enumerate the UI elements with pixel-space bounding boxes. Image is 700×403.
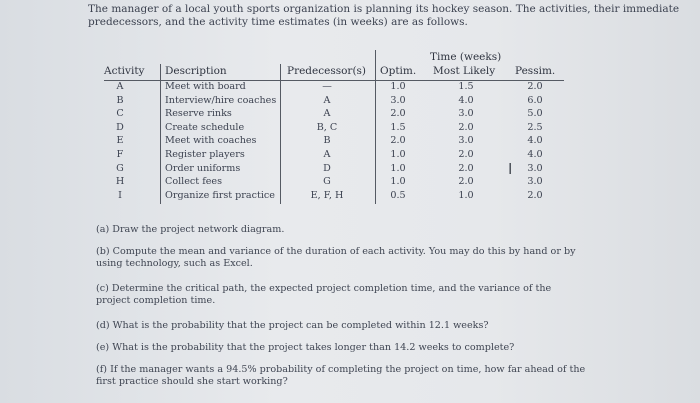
cell-predecessors: A: [323, 94, 331, 106]
header-most-likely: Most Likely: [433, 65, 496, 77]
cell-most-likely: 4.0: [458, 94, 474, 106]
cell-activity: F: [116, 149, 124, 160]
cell-predecessors: A: [323, 108, 331, 120]
cell-activity: H: [115, 176, 125, 188]
cell-most-likely: 1.5: [458, 81, 474, 92]
cell-description: Order uniforms: [165, 162, 241, 174]
header-description: Description: [165, 65, 227, 77]
cell-description: Register players: [165, 149, 245, 160]
cell-activity: G: [116, 162, 124, 174]
cell-predecessors: D: [323, 162, 331, 174]
cell-description: Meet with board: [165, 81, 246, 92]
text-cursor-icon: I: [508, 160, 513, 178]
header-optimistic: Optim.: [380, 65, 417, 77]
cell-description: Organize first practice: [165, 189, 275, 201]
cell-optimistic: 1.0: [390, 149, 406, 160]
question-f: (f) If the manager wants a 94.5% probability of completing the project on time, how far ahead of the first practice should she start working?: [96, 364, 586, 387]
cell-predecessors: —: [322, 81, 332, 92]
cell-description: Reserve rinks: [165, 108, 232, 120]
cell-pessimistic: 2.5: [527, 121, 543, 133]
cell-pessimistic: 4.0: [527, 149, 543, 160]
cell-pessimistic: 2.0: [527, 189, 543, 201]
cell-most-likely: 3.0: [458, 108, 474, 120]
cell-optimistic: 1.5: [390, 121, 406, 133]
cell-predecessors: A: [323, 149, 331, 160]
intro-paragraph: The manager of a local youth sports organization is planning its hockey season. The activities, their immediate predecessors, and the activity time estimates (in weeks) are as follows.: [88, 3, 680, 28]
time-group-header: Time (weeks): [430, 51, 502, 63]
cell-description: Create schedule: [165, 121, 245, 133]
question-b: (b) Compute the mean and variance of the duration of each activity. You may do this by hand or by using technology, such as Excel.: [96, 246, 576, 269]
cell-most-likely: 2.0: [458, 176, 474, 188]
cell-pessimistic: 3.0: [527, 176, 543, 188]
question-a: (a) Draw the project network diagram.: [96, 224, 285, 235]
header-activity: Activity: [104, 65, 145, 77]
header-predecessors: Predecessor(s): [287, 65, 367, 77]
cell-activity: A: [116, 81, 124, 92]
header-pessimistic: Pessim.: [515, 65, 556, 77]
cell-description: Interview/hire coaches: [165, 94, 277, 106]
cell-activity: D: [116, 121, 124, 133]
cell-most-likely: 2.0: [458, 162, 474, 174]
question-e: (e) What is the probability that the project takes longer than 14.2 weeks to complete?: [96, 342, 515, 353]
cell-optimistic: 1.0: [390, 162, 406, 174]
cell-optimistic: 3.0: [390, 94, 406, 106]
cell-activity: B: [116, 94, 124, 106]
cell-pessimistic: 3.0: [527, 162, 543, 174]
cell-optimistic: 0.5: [390, 189, 406, 201]
cell-most-likely: 2.0: [458, 149, 474, 160]
cell-optimistic: 2.0: [390, 135, 406, 147]
cell-predecessors: E, F, H: [310, 189, 344, 201]
cell-description: Meet with coaches: [165, 135, 257, 147]
question-c: (c) Determine the critical path, the expected project completion time, and the variance of the project completion time.: [96, 283, 552, 306]
column-divider: [160, 64, 161, 204]
column-divider: [280, 64, 281, 204]
cell-most-likely: 1.0: [458, 189, 474, 201]
cell-pessimistic: 4.0: [527, 135, 543, 147]
question-d: (d) What is the probability that the project can be completed within 12.1 weeks?: [96, 320, 489, 331]
cell-pessimistic: 2.0: [527, 81, 543, 92]
cell-activity: E: [116, 135, 124, 147]
cell-description: Collect fees: [165, 176, 223, 188]
cell-pessimistic: 5.0: [527, 108, 543, 120]
cell-activity: I: [118, 189, 122, 201]
cell-most-likely: 3.0: [458, 135, 474, 147]
cell-activity: C: [116, 108, 124, 120]
cell-optimistic: 1.0: [390, 176, 406, 188]
cell-optimistic: 1.0: [390, 81, 406, 92]
cell-pessimistic: 6.0: [527, 94, 543, 106]
cell-predecessors: B: [323, 135, 331, 147]
cell-most-likely: 2.0: [458, 121, 474, 133]
cell-predecessors: B, C: [316, 121, 338, 133]
cell-optimistic: 2.0: [390, 108, 406, 120]
cell-predecessors: G: [323, 176, 331, 188]
